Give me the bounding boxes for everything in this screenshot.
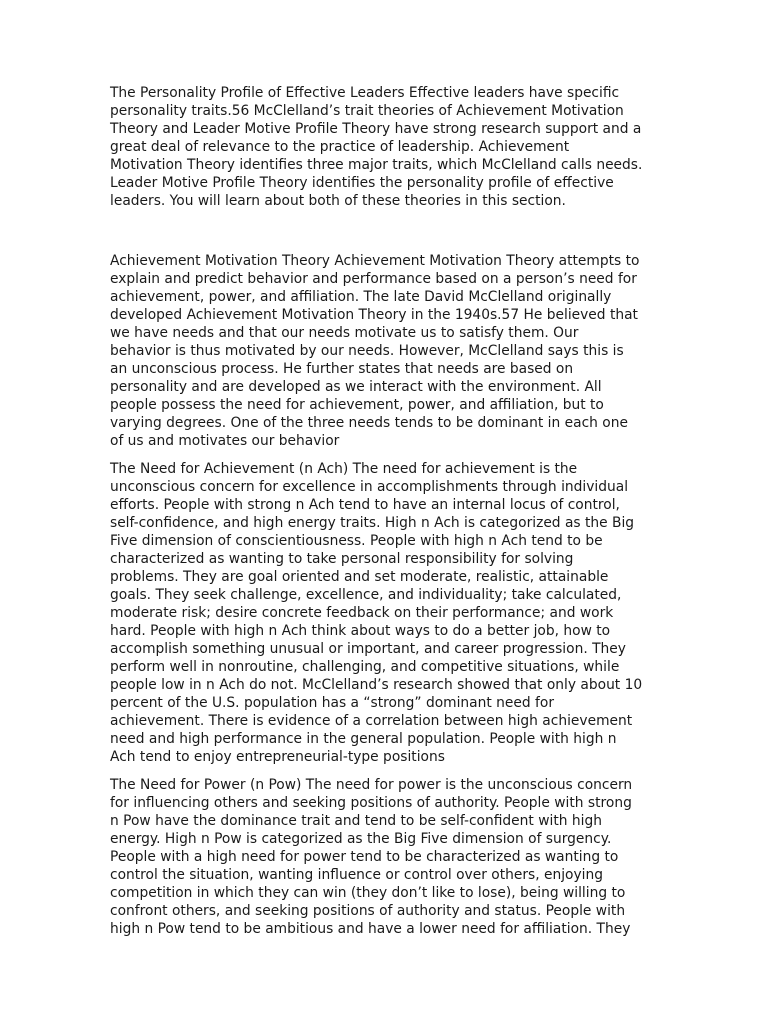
paragraph-personality-profile: The Personality Profile of Effective Leaders Effective leaders have specific personality traits.56 McClelland’s trait theories of Achievement Motivation Theory and Leader Motive Profile Theory have strong research support and a great deal of relevance to the practice of leadership. Achievement Motivation Theory identifies three major traits, which McClelland calls needs. Leader Motive Profile Theory identifies the personality profile of effective leaders. You will learn about both of these theories in this section.: [110, 85, 643, 209]
paragraph-achievement-motivation-theory: Achievement Motivation Theory Achievement Motivation Theory attempts to explain and predict behavior and performance based on a person’s need for achievement, power, and affiliation. The late David McClelland originally developed Achievement Motivation Theory in the 1940s.57 He believed that we have needs and that our needs motivate us to satisfy them. Our behavior is thus motivated by our needs. However, McClelland says this is an unconscious process. He further states that needs are based on personality and are developed as we interact with the environment. All people possess the need for achievement, power, and affiliation, but to varying degrees. One of the three needs tends to be dominant in each one of us and motivates our behavior: [110, 253, 640, 449]
paragraph-need-for-power: The Need for Power (n Pow) The need for power is the unconscious concern for influencing others and seeking positions of authority. People with strong n Pow have the dominance trait and tend to be self-confident with high energy. High n Pow is categorized as the Big Five dimension of surgency. People with a high need for power tend to be characterized as wanting to control the situation, wanting influence or control over others, enjoying competition in which they can win (they don’t like to lose), being willing to confront others, and seeking positions of authority and status. People with high n Pow tend to be ambitious and have a lower need for affiliation. They: [110, 777, 633, 937]
paragraph-need-for-achievement: The Need for Achievement (n Ach) The need for achievement is the unconscious concern for excellence in accomplishments through individual efforts. People with strong n Ach tend to have an internal locus of control, self-confidence, and high energy traits. High n Ach is categorized as the Big Five dimension of conscientiousness. People with high n Ach tend to be characterized as wanting to take personal responsibility for solving problems. They are goal oriented and set moderate, realistic, attainable goals. They seek challenge, excellence, and individuality; take calculated, moderate risk; desire concrete feedback on their performance; and work hard. People with high n Ach think about ways to do a better job, how to accomplish something unusual or important, and career progression. They perform well in nonroutine, challenging, and competitive situations, while people low in n Ach do not. McClelland’s research showed that only about 10 percent of the U.S. population has a “strong” dominant need for achievement. There is evidence of a correlation between high achievement need and high performance in the general population. People with high n Ach tend to enjoy entrepreneurial-type positions: [110, 461, 643, 765]
